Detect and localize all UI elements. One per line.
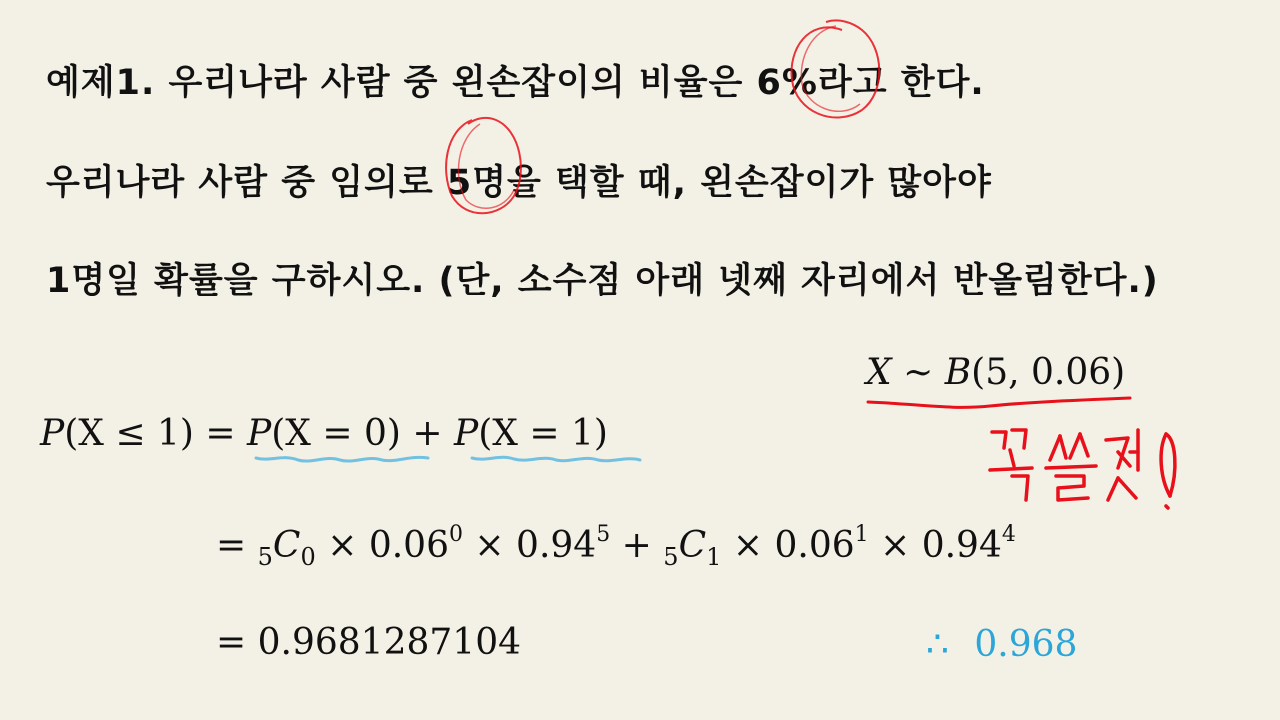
- times-2: ×: [474, 525, 505, 566]
- answer-value: 0.968: [974, 624, 1078, 665]
- blue-underline-term2: [472, 457, 640, 460]
- therefore-symbol: ∴: [926, 624, 949, 665]
- plus-sign-2: +: [621, 525, 652, 566]
- problem-line-3: 1명일 확률을 구하시오. (단, 소수점 아래 넷째 자리에서 반올림한다.): [46, 261, 1159, 301]
- distribution-params: (5, 0.06): [971, 352, 1126, 393]
- c1-symbol: C: [678, 525, 707, 566]
- exp-2: 5: [596, 522, 611, 547]
- c1-subscript: 1: [706, 543, 722, 571]
- term2-p: P: [454, 413, 479, 454]
- exp-4: 4: [1001, 522, 1016, 547]
- blue-underline-term1: [256, 457, 428, 461]
- base-1: 0.06: [368, 525, 449, 566]
- binomial-expansion: [216, 522, 1016, 571]
- exp-3: 1: [854, 522, 869, 547]
- result-line: [216, 622, 521, 663]
- distribution-name: B: [944, 352, 972, 393]
- lhs-inner: (X ≤ 1): [64, 413, 194, 454]
- c0-subscript: 0: [300, 543, 316, 571]
- c1-prefix: 5: [663, 543, 679, 571]
- result-value: 0.9681287104: [257, 622, 522, 663]
- term2-inner: (X = 1): [478, 413, 608, 454]
- problem-line-2: 우리나라 사람 중 임의로 5명을 택할 때, 왼손잡이가 많아야: [46, 163, 992, 203]
- times-3: ×: [732, 525, 764, 566]
- exp-1: 0: [448, 522, 463, 547]
- distribution-var: X: [866, 352, 892, 393]
- times-1: ×: [327, 525, 358, 566]
- tilde-symbol: ∼: [891, 352, 945, 393]
- term1-inner: (X = 0): [271, 413, 401, 454]
- lhs-p: P: [40, 413, 65, 454]
- base-3: 0.06: [774, 525, 855, 566]
- c0-prefix: 5: [257, 543, 273, 571]
- base-4: 0.94: [921, 525, 1002, 566]
- problem-line-1: 예제1. 우리나라 사람 중 왼손잡이의 비율은 6%라고 한다.: [46, 63, 985, 103]
- equals-sign: =: [205, 413, 236, 454]
- c0-symbol: C: [272, 525, 301, 566]
- final-answer: [926, 624, 1077, 665]
- probability-equation: [40, 413, 608, 454]
- base-2: 0.94: [516, 525, 597, 566]
- equals-sign-3: =: [216, 622, 247, 663]
- term1-p: P: [247, 413, 272, 454]
- handwritten-note-text: [0, 0, 1, 1]
- times-4: ×: [880, 525, 911, 566]
- equals-sign-2: =: [216, 525, 247, 566]
- red-underline: [868, 398, 1130, 407]
- handwritten-note-icon: [990, 430, 1175, 508]
- plus-sign: +: [412, 413, 443, 454]
- distribution-formula: [866, 352, 1125, 393]
